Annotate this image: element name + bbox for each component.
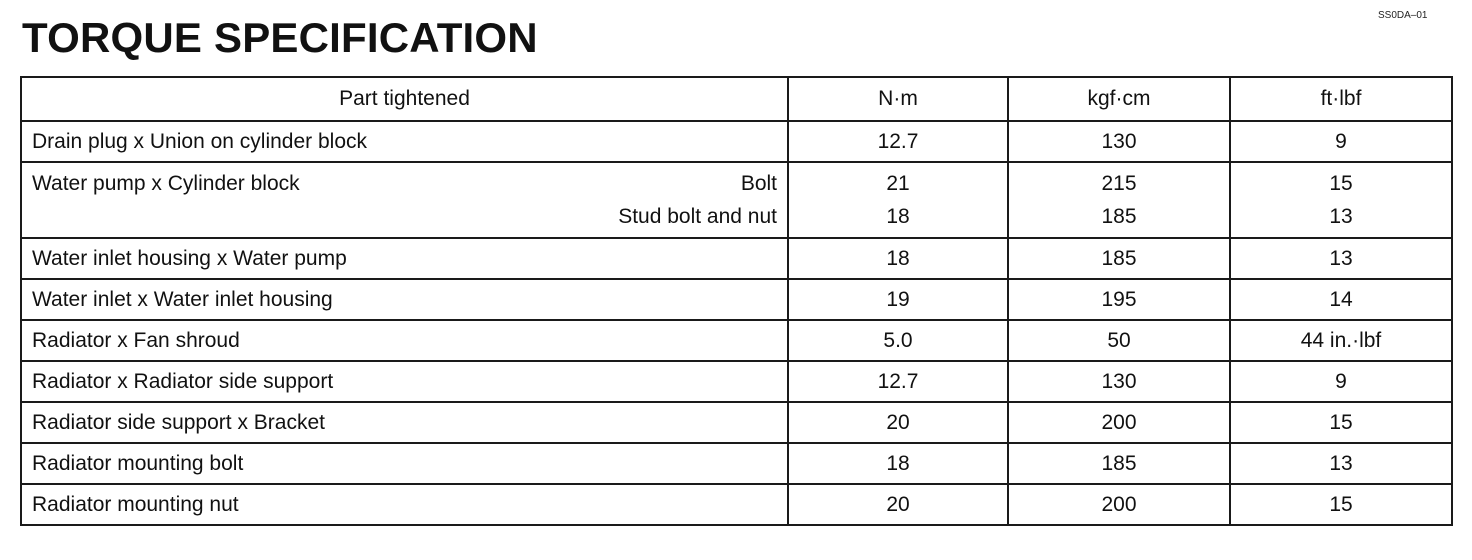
table-header-row <box>21 77 1452 121</box>
kgf-cm-cell: 50 <box>1008 320 1230 361</box>
table-row <box>21 320 1452 361</box>
table-row <box>21 484 1452 525</box>
header-ft-lbf: ft·lbf <box>1230 77 1452 121</box>
nm-cell: 12.7 <box>788 121 1008 162</box>
kgf-cm-cell: 185 <box>1008 238 1230 279</box>
table-row <box>21 402 1452 443</box>
part-cell <box>21 162 788 238</box>
ft-lbf-cell: 14 <box>1230 279 1452 320</box>
part-label: Water pump x Cylinder block <box>32 172 300 195</box>
table-row <box>21 238 1452 279</box>
kgf-cm-cell: 130 <box>1008 121 1230 162</box>
kgf-cm-cell: 130 <box>1008 361 1230 402</box>
nm-value: 21 <box>886 172 910 195</box>
ft-lbf-value: 15 <box>1329 172 1353 195</box>
part-cell: Water inlet x Water inlet housing <box>21 279 788 320</box>
kgf-cm-value: 185 <box>1101 205 1137 228</box>
ft-lbf-cell: 9 <box>1230 361 1452 402</box>
part-cell: Water inlet housing x Water pump <box>21 238 788 279</box>
kgf-cm-cell: 200 <box>1008 402 1230 443</box>
header-part-tightened: Part tightened <box>21 77 788 121</box>
ft-lbf-cell <box>1230 162 1452 238</box>
kgf-cm-cell: 200 <box>1008 484 1230 525</box>
nm-cell: 12.7 <box>788 361 1008 402</box>
table-row <box>21 443 1452 484</box>
part-cell: Radiator x Fan shroud <box>21 320 788 361</box>
nm-cell: 5.0 <box>788 320 1008 361</box>
ft-lbf-cell: 15 <box>1230 484 1452 525</box>
header-nm: N·m <box>788 77 1008 121</box>
ft-lbf-cell: 13 <box>1230 238 1452 279</box>
ft-lbf-cell: 13 <box>1230 443 1452 484</box>
page-title: TORQUE SPECIFICATION <box>22 14 538 61</box>
ft-lbf-cell: 44 in.·lbf <box>1230 320 1452 361</box>
table-row <box>21 162 1452 238</box>
nm-value: 18 <box>886 205 910 228</box>
nm-cell: 19 <box>788 279 1008 320</box>
kgf-cm-cell <box>1008 162 1230 238</box>
subpart-label: Stud bolt and nut <box>618 205 777 228</box>
ft-lbf-value: 13 <box>1329 205 1353 228</box>
nm-cell: 20 <box>788 402 1008 443</box>
nm-cell: 18 <box>788 443 1008 484</box>
nm-cell: 20 <box>788 484 1008 525</box>
table-row <box>21 361 1452 402</box>
ft-lbf-cell: 15 <box>1230 402 1452 443</box>
nm-cell <box>788 162 1008 238</box>
ft-lbf-cell: 9 <box>1230 121 1452 162</box>
nm-cell: 18 <box>788 238 1008 279</box>
part-cell: Drain plug x Union on cylinder block <box>21 121 788 162</box>
kgf-cm-value: 215 <box>1101 172 1137 195</box>
table-row <box>21 279 1452 320</box>
subpart-label: Bolt <box>740 172 777 195</box>
kgf-cm-cell: 185 <box>1008 443 1230 484</box>
part-cell: Radiator side support x Bracket <box>21 402 788 443</box>
document-code: SS0DA–01 <box>1378 10 1428 21</box>
part-cell: Radiator x Radiator side support <box>21 361 788 402</box>
torque-table <box>20 76 1453 526</box>
table-row <box>21 121 1452 162</box>
part-cell: Radiator mounting nut <box>21 484 788 525</box>
kgf-cm-cell: 195 <box>1008 279 1230 320</box>
part-cell: Radiator mounting bolt <box>21 443 788 484</box>
header-kgf-cm: kgf·cm <box>1008 77 1230 121</box>
